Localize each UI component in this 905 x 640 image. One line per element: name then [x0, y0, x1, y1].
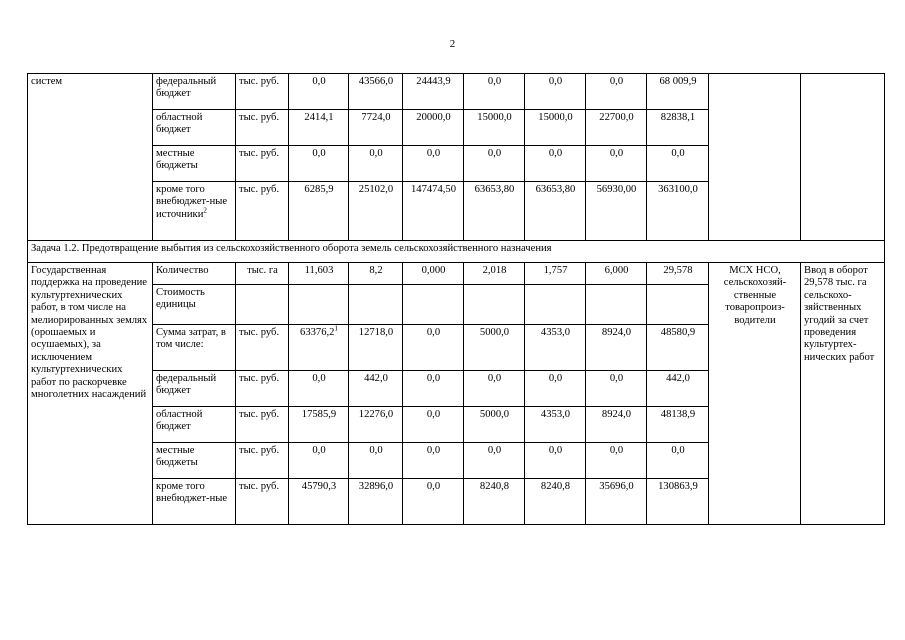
value-cell: 5000,0	[464, 325, 525, 371]
value-cell: 35696,0	[586, 479, 647, 525]
value-cell	[586, 285, 647, 325]
program-table	[27, 73, 885, 525]
total-cell: 82838,1	[647, 110, 709, 146]
unit-cell: тыс. руб.	[236, 110, 289, 146]
value-cell: 0,0	[349, 146, 403, 182]
value-cell: 0,0	[403, 479, 464, 525]
unit-cell: тыс. руб.	[236, 443, 289, 479]
footnote-mark: 1	[334, 324, 338, 333]
value-cell: 7724,0	[349, 110, 403, 146]
value-cell: 0,0	[403, 325, 464, 371]
value-cell: 0,0	[586, 146, 647, 182]
executor-cell: МСХ НСО, сельскохозяй-ственные товаропроиз-водители	[709, 263, 801, 525]
funding-source: областной бюджет	[153, 110, 236, 146]
total-cell: 48580,9	[647, 325, 709, 371]
value-cell: 0,0	[586, 74, 647, 110]
value-cell: 11,603	[289, 263, 349, 285]
result-cell	[801, 74, 885, 241]
unit-cell: тыс. руб.	[236, 407, 289, 443]
value-cell: 0,0	[525, 371, 586, 407]
value-cell: 4353,0	[525, 407, 586, 443]
unit-cell: тыс. руб.	[236, 371, 289, 407]
value-cell: 442,0	[349, 371, 403, 407]
funding-source: местные бюджеты	[153, 443, 236, 479]
value-cell: 6285,9	[289, 182, 349, 241]
funding-source: местные бюджеты	[153, 146, 236, 182]
total-cell: 0,0	[647, 146, 709, 182]
value-cell: 56930,00	[586, 182, 647, 241]
funding-source: Сумма затрат, в том числе:	[153, 325, 236, 371]
total-cell: 0,0	[647, 443, 709, 479]
value-cell: 5000,0	[464, 407, 525, 443]
unit-cell: тыс. руб.	[236, 182, 289, 241]
unit-cell: тыс. руб.	[236, 74, 289, 110]
task-title: Задача 1.2. Предотвращение выбытия из сельскохозяйственного оборота земель сельскохозяйственного назначения	[28, 241, 885, 263]
value-cell: 4353,0	[525, 325, 586, 371]
value-cell: 15000,0	[464, 110, 525, 146]
value-cell: 6,000	[586, 263, 647, 285]
value-cell: 8240,8	[525, 479, 586, 525]
value-cell	[289, 325, 349, 371]
value-cell: 25102,0	[349, 182, 403, 241]
result-cell: Ввод в оборот 29,578 тыс. га сельскохо-зяйственных угодий за счет проведения культуртех-нических работ	[801, 263, 885, 525]
table-row	[28, 74, 885, 110]
value-cell: 12718,0	[349, 325, 403, 371]
value-cell: 15000,0	[525, 110, 586, 146]
total-cell: 29,578	[647, 263, 709, 285]
value-cell: 0,0	[464, 443, 525, 479]
page-number: 2	[449, 38, 456, 50]
value-cell: 43566,0	[349, 74, 403, 110]
value-cell: 2,018	[464, 263, 525, 285]
executor-cell	[709, 74, 801, 241]
value-cell: 45790,3	[289, 479, 349, 525]
value-cell: 8924,0	[586, 407, 647, 443]
funding-source	[153, 182, 236, 241]
total-cell: 130863,9	[647, 479, 709, 525]
unit-cell: тыс. га	[236, 263, 289, 285]
value-cell: 17585,9	[289, 407, 349, 443]
value-cell: 0,0	[289, 371, 349, 407]
value-cell	[464, 285, 525, 325]
value-cell: 0,0	[289, 74, 349, 110]
value-cell: 24443,9	[403, 74, 464, 110]
funding-source-text: кроме того внебюджет-ные источники	[156, 184, 228, 220]
value-text: 63376,2	[300, 327, 335, 338]
value-cell: 0,0	[525, 74, 586, 110]
total-cell: 68 009,9	[647, 74, 709, 110]
value-cell	[525, 285, 586, 325]
total-cell: 48138,9	[647, 407, 709, 443]
value-cell	[349, 285, 403, 325]
funding-source: федеральный бюджет	[153, 74, 236, 110]
value-cell: 0,0	[403, 407, 464, 443]
value-cell: 0,0	[464, 74, 525, 110]
measure-label: Государственная поддержка на проведение культуртехнических работ, в том числе на мелиорированных землях (орошаемых и осушаемых), за исключением культуртехнических работ по раскорчевке многолетних насаждений	[28, 263, 153, 525]
value-cell: 63653,80	[464, 182, 525, 241]
value-cell: 0,0	[525, 146, 586, 182]
value-cell: 0,0	[289, 146, 349, 182]
unit-cell	[236, 285, 289, 325]
value-cell	[289, 285, 349, 325]
value-cell: 0,0	[349, 443, 403, 479]
funding-source: Стоимость единицы	[153, 285, 236, 325]
total-cell: 442,0	[647, 371, 709, 407]
unit-cell: тыс. руб.	[236, 325, 289, 371]
funding-source: Количество	[153, 263, 236, 285]
total-cell: 363100,0	[647, 182, 709, 241]
value-cell: 0,0	[586, 371, 647, 407]
value-cell: 22700,0	[586, 110, 647, 146]
unit-cell: тыс. руб.	[236, 479, 289, 525]
value-cell: 0,000	[403, 263, 464, 285]
value-cell: 2414,1	[289, 110, 349, 146]
value-cell: 147474,50	[403, 182, 464, 241]
value-cell: 0,0	[403, 146, 464, 182]
funding-source: областной бюджет	[153, 407, 236, 443]
value-cell: 0,0	[586, 443, 647, 479]
value-cell: 8924,0	[586, 325, 647, 371]
value-cell: 20000,0	[403, 110, 464, 146]
footnote-mark: 2	[203, 206, 207, 215]
total-cell	[647, 285, 709, 325]
unit-cell: тыс. руб.	[236, 146, 289, 182]
value-cell: 0,0	[464, 371, 525, 407]
value-cell: 0,0	[525, 443, 586, 479]
value-cell	[403, 285, 464, 325]
table-row	[28, 241, 885, 263]
value-cell: 0,0	[403, 443, 464, 479]
table-row	[28, 263, 885, 285]
value-cell: 63653,80	[525, 182, 586, 241]
value-cell: 32896,0	[349, 479, 403, 525]
value-cell: 8240,8	[464, 479, 525, 525]
value-cell: 12276,0	[349, 407, 403, 443]
funding-source: кроме того внебюджет-ные	[153, 479, 236, 525]
measure-label: систем	[28, 74, 153, 241]
value-cell: 0,0	[403, 371, 464, 407]
value-cell: 0,0	[464, 146, 525, 182]
value-cell: 0,0	[289, 443, 349, 479]
funding-source: федеральный бюджет	[153, 371, 236, 407]
value-cell: 8,2	[349, 263, 403, 285]
value-cell: 1,757	[525, 263, 586, 285]
